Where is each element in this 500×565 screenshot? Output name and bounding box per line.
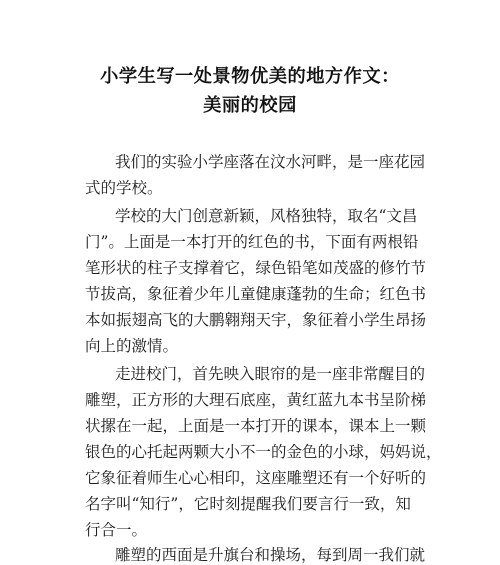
paragraph-3-line-6: 名字叫“知行”，它时刻提醒我们要言行一致，知: [85, 495, 411, 513]
paragraph-3-line-5: 它象征着师生心心相印，这座雕塑还有一个好听的: [85, 469, 427, 487]
paragraph-2-line-6: 向上的激情。: [85, 337, 179, 355]
paragraph-3-line-1: 走进校门，首先映入眼帘的是一座非常醒目的: [115, 365, 426, 383]
paragraph-2-line-4: 节拔高，象征着少年儿童健康蓬勃的生命；红色书: [85, 285, 427, 303]
paragraph-2-line-3: 笔形状的柱子支撑着它，绿色铅笔如茂盛的修竹节: [85, 259, 427, 277]
paragraph-1-line-1: 我们的实验小学座落在汶水河畔，是一座花园: [115, 153, 426, 171]
paragraph-2-line-2: 门”。上面是一本打开的红色的书，下面有两根铅: [85, 233, 419, 251]
article-title-line-1: 小学生写一处景物优美的地方作文：: [100, 66, 400, 87]
paragraph-1-line-2: 式的学校。: [85, 179, 163, 197]
paragraph-4-line-1: 雕塑的西面是升旗台和操场，每到周一我们就: [115, 546, 426, 564]
paragraph-3-line-7: 行合一。: [85, 521, 148, 539]
paragraph-2-line-1: 学校的大门创意新颖，风格独特，取名“文昌: [115, 207, 418, 225]
paragraph-3-line-2: 雕塑，正方形的大理石底座，黄红蓝九本书呈阶梯: [85, 391, 427, 409]
paragraph-3-line-4: 银色的心托起两颗大小不一的金色的小球，妈妈说，: [85, 443, 442, 461]
article-title-line-2: 美丽的校园: [203, 95, 297, 116]
paragraph-3-line-3: 状摞在一起，上面是一本打开的课本，课本上一颗: [85, 417, 427, 435]
paragraph-2-line-5: 本如振翅高飞的大鹏翱翔天宇，象征着小学生昂扬: [85, 311, 427, 329]
